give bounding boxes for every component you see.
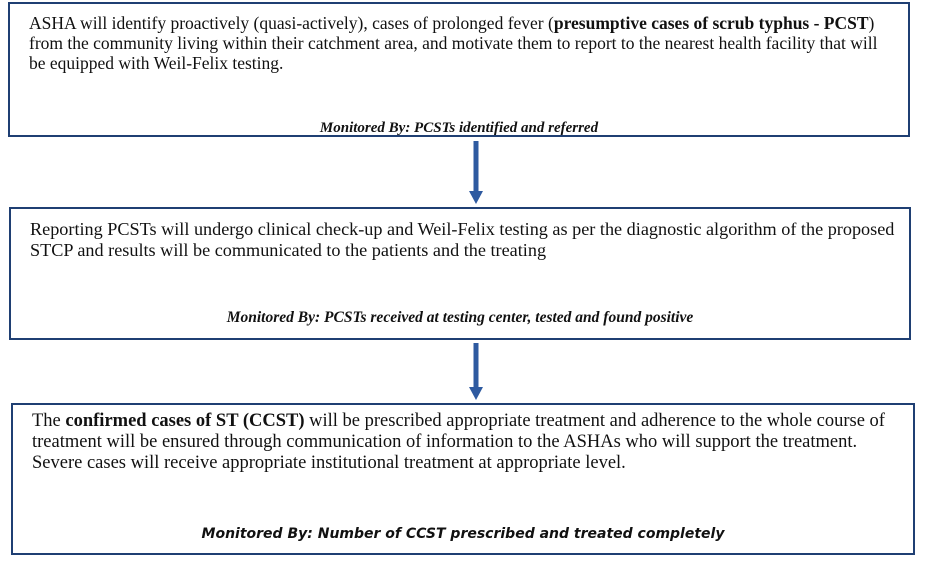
step-text (32, 411, 903, 474)
down-arrow-icon (468, 141, 484, 205)
step-text-part: will be prescribed appropriate treatment and adherence to the whole course of treatment will be ensured through communication of information to the ASHAs who will support the treatment. Severe cases will receive appropriate institutional treatment at appropriate level. (32, 411, 885, 473)
step-box-identification (8, 2, 910, 137)
down-arrow-icon (468, 343, 484, 401)
step-text-part: ) from the community living within their catchment area, and motivate them to report to the nearest health facility that will be equipped with Weil-Felix testing. (29, 13, 878, 73)
step-text: Reporting PCSTs will undergo clinical check-up and Weil-Felix testing as per the diagnostic algorithm of the proposed STCP and results will be communicated to the patients and the treating (30, 219, 895, 260)
monitored-by-label: Monitored By: PCSTs received at testing center, tested and found positive (226, 309, 694, 326)
monitored-by-label: Monitored By: PCSTs identified and referred (319, 120, 599, 136)
step-box-testing (9, 207, 911, 340)
step-text-emphasis: presumptive cases of scrub typhus - PCST (553, 13, 869, 33)
monitored-by-label: Monitored By: Number of CCST prescribed and treated completely (201, 526, 725, 542)
step-text (29, 13, 898, 73)
step-text-part: ASHA will identify proactively (quasi-actively), cases of prolonged fever ( (29, 13, 554, 33)
step-text-part: The (32, 411, 66, 431)
step-text-emphasis: confirmed cases of ST (CCST) (65, 411, 305, 431)
step-box-treatment (11, 403, 915, 555)
